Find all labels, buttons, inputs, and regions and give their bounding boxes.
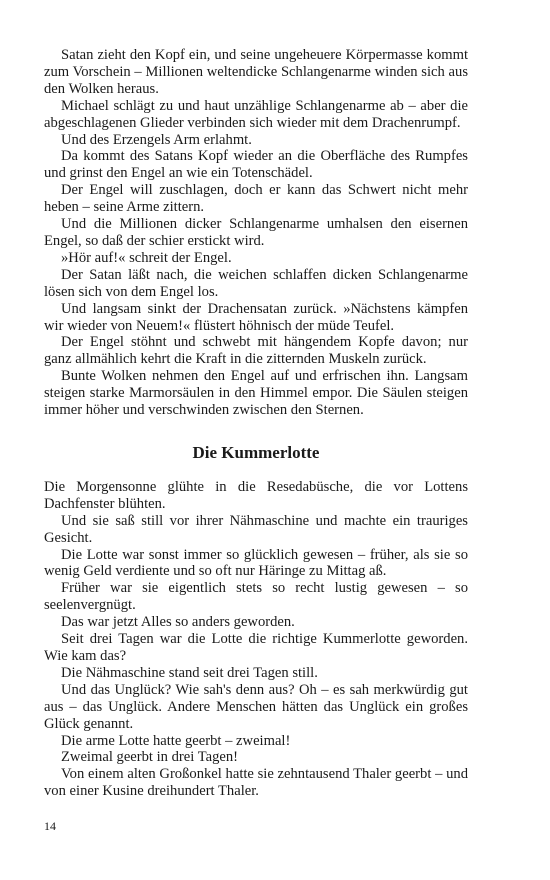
paragraph: Da kommt des Satans Kopf wieder an die Oberfläche des Rumpfes und grinst den Engel an wie ein Totenschädel.	[44, 148, 468, 182]
paragraph: Der Engel stöhnt und schwebt mit hängendem Kopfe davon; nur ganz allmählich kehrt die Kraft in die zitternden Muskeln zurück.	[44, 334, 468, 368]
paragraph: Die Lotte war sonst immer so glücklich gewesen – früher, als sie so wenig Geld verdiente und so oft nur Häringe zu Mittag aß.	[44, 546, 468, 580]
paragraph: Und das Unglück? Wie sah's denn aus? Oh – es sah merkwürdig gut aus – das Unglück. Andere Menschen hätten das Unglück ein großes Glück genannt.	[44, 681, 468, 732]
paragraph: Und langsam sinkt der Drachensatan zurück. »Nächstens kämpfen wir wieder von Neuem!« flüstert höhnisch der müde Teufel.	[44, 300, 468, 334]
page-number: 14	[44, 819, 56, 833]
paragraph: Satan zieht den Kopf ein, und seine ungeheuere Körpermasse kommt zum Vorschein – Millionen weltendicke Schlangenarme winden sich aus den Wolken heraus.	[44, 47, 468, 97]
chapter-heading: Die Kummerlotte	[192, 442, 320, 462]
paragraph: Bunte Wolken nehmen den Engel auf und erfrischen ihn. Langsam steigen starke Marmorsäulen in den Himmel empor. Die Säulen steigen immer höher und verschwinden zwischen den Sternen.	[44, 368, 468, 419]
paragraph: Seit drei Tagen war die Lotte die richtige Kummerlotte geworden. Wie kam das?	[44, 631, 468, 664]
paragraph: Von einem alten Großonkel hatte sie zehntausend Thaler geerbt – und von einer Kusine dreihundert Thaler.	[44, 766, 468, 800]
paragraph: Das war jetzt Alles so anders geworden.	[61, 614, 295, 631]
paragraph: Die Nähmaschine stand seit drei Tagen still.	[61, 664, 318, 681]
paragraph: Und sie saß still vor ihrer Nähmaschine und machte ein trauriges Gesicht.	[44, 512, 468, 546]
paragraph: Die arme Lotte hatte geerbt – zweimal!	[61, 732, 291, 749]
paragraph: Und des Erzengels Arm erlahmt.	[61, 131, 252, 148]
paragraph: Michael schlägt zu und haut unzählige Schlangenarme ab – aber die abgeschlagenen Glieder verbinden sich wieder mit dem Drachenrumpf.	[44, 97, 468, 131]
paragraph: »Hör auf!« schreit der Engel.	[61, 249, 232, 266]
paragraph: Und die Millionen dicker Schlangenarme umhalsen den eisernen Engel, so daß der schier erstickt wird.	[44, 216, 468, 249]
paragraph: Früher war sie eigentlich stets so recht lustig gewesen – so seelenvergnügt.	[44, 580, 468, 614]
book-page	[44, 47, 468, 800]
paragraph: Der Engel will zuschlagen, doch er kann das Schwert nicht mehr heben – seine Arme zittern.	[44, 182, 468, 216]
paragraph: Die Morgensonne glühte in die Resedabüsche, die vor Lottens Dachfenster blühten.	[44, 478, 468, 512]
paragraph: Der Satan läßt nach, die weichen schlaffen dicken Schlangenarme lösen sich von dem Engel los.	[44, 266, 468, 300]
paragraph: Zweimal geerbt in drei Tagen!	[61, 749, 239, 766]
kummerlotte-section	[44, 479, 468, 800]
satan-section	[44, 47, 468, 419]
